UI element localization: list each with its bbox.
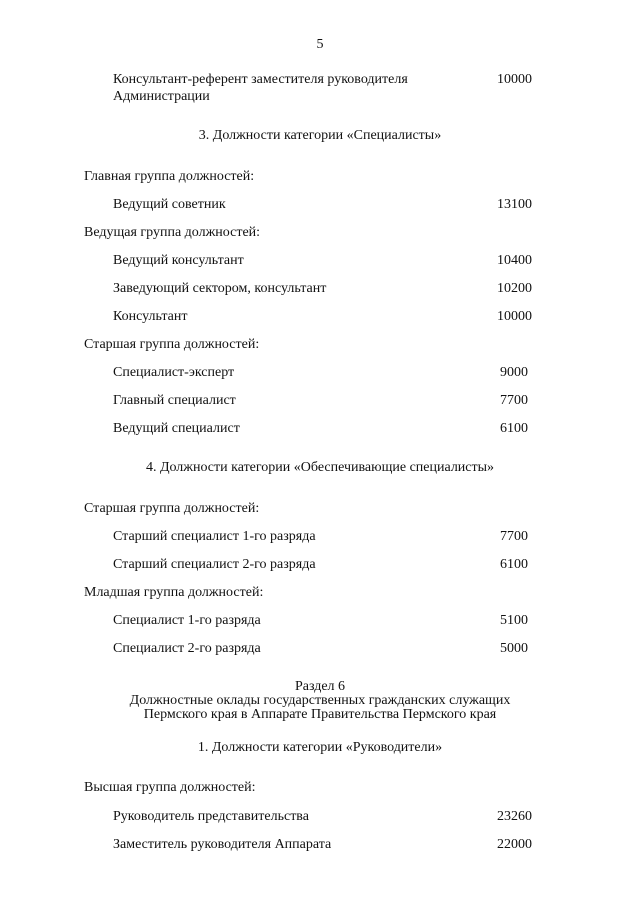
row-value: 22000 <box>497 837 532 852</box>
row-label: Консультант-референт заместителя руководителя <box>113 72 408 87</box>
row-value: 13100 <box>497 197 532 212</box>
razdel6-heading: 1. Должности категории «Руководители» <box>197 740 443 755</box>
row-label: Ведущий специалист <box>113 421 240 436</box>
section4-heading: 4. Должности категории «Обеспечивающие специалисты» <box>145 460 495 475</box>
page-number: 5 <box>316 37 324 52</box>
section3-heading: 3. Должности категории «Специалисты» <box>198 128 442 143</box>
row-value: 10200 <box>497 281 532 296</box>
group-heading: Высшая группа должностей: <box>84 780 256 795</box>
row-label: Ведущий советник <box>113 197 226 212</box>
row-value: 7700 <box>500 529 528 544</box>
row-value: 10400 <box>497 253 532 268</box>
row-value: 23260 <box>497 809 532 824</box>
row-value: 9000 <box>500 365 528 380</box>
row-label: Специалист-эксперт <box>113 365 235 380</box>
row-label: Ведущий консультант <box>113 253 244 268</box>
row-label: Старший специалист 1-го разряда <box>113 529 316 544</box>
razdel-subtitle-continued: Пермского края в Аппарате Правительства Пермского края <box>143 707 497 722</box>
row-label: Специалист 1-го разряда <box>113 613 261 628</box>
row-value: 6100 <box>500 557 528 572</box>
row-value: 6100 <box>500 421 528 436</box>
row-label-continued: Администрации <box>113 89 210 104</box>
row-label: Консультант <box>113 309 188 324</box>
row-label: Специалист 2-го разряда <box>113 641 261 656</box>
row-label: Главный специалист <box>113 393 236 408</box>
group-heading: Младшая группа должностей: <box>84 585 264 600</box>
row-label: Руководитель представительства <box>113 809 309 824</box>
group-heading: Ведущая группа должностей: <box>84 225 261 240</box>
row-value: 5100 <box>500 613 528 628</box>
row-value: 5000 <box>500 641 528 656</box>
row-value: 7700 <box>500 393 528 408</box>
row-value: 10000 <box>497 72 532 87</box>
razdel-subtitle: Должностные оклады государственных гражданских служащих <box>129 693 511 708</box>
razdel-title: Раздел 6 <box>294 679 346 694</box>
group-heading: Главная группа должностей: <box>84 169 255 184</box>
row-label: Заведующий сектором, консультант <box>113 281 327 296</box>
row-label: Заместитель руководителя Аппарата <box>113 837 332 852</box>
group-heading: Старшая группа должностей: <box>84 337 260 352</box>
group-heading: Старшая группа должностей: <box>84 501 260 516</box>
row-label: Старший специалист 2-го разряда <box>113 557 316 572</box>
row-value: 10000 <box>497 309 532 324</box>
